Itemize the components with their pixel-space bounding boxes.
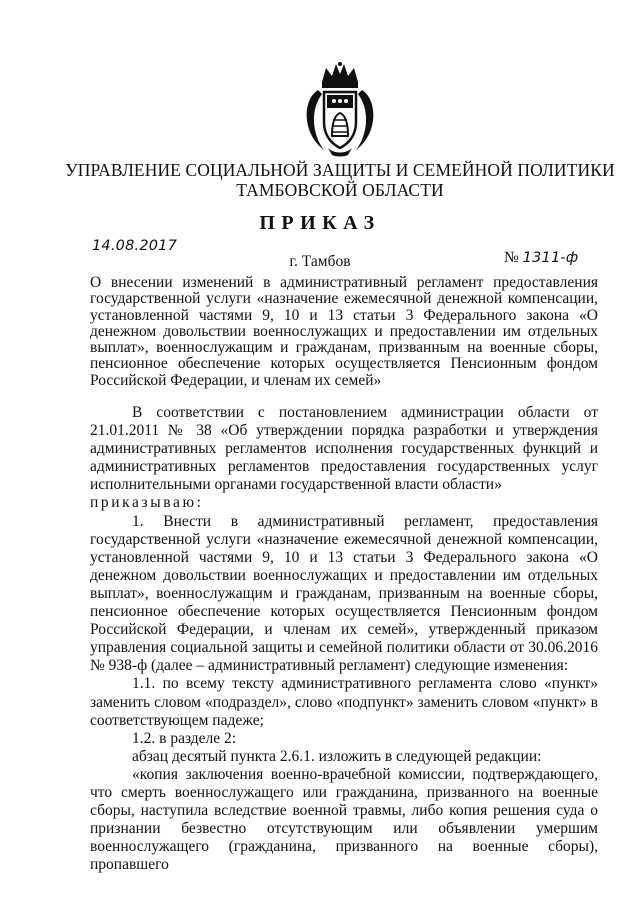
document-number [504,249,578,267]
clause-1-2: 1.2. в разделе 2: [132,729,237,747]
quoted-text: «копия заключения военно-врачебной комиссии, подтверждающего, что смерть военнослужащего или гражданина, призванного на военные сборы, наступила вследствие военной травмы, либо копия решения суда о признании безвестно отсутствующим или объявлении умершим военнослужащего (гражданина, призванного на военные сборы), пропавшего [90,765,598,874]
organization-name-line2: ТАМБОВСКОЙ ОБЛАСТИ [236,180,444,200]
document-subject: О внесении изменений в административный регламент предоставления государственной услуги «назначение ежемесячной денежной компенсации, установленной частями 9, 10 и 13 статьи 3 Федерального закона «О денежном довольствии военнослужащих и предоставлении им отдельных выплат», военнослужащим и гражданам, призванным на военные сборы, пенсионное обеспечение которых осуществляется Пенсионным фондом Российской Федерации, и членам их семей» [90,274,598,389]
clause-1-2-abzac: абзац десятый пункта 2.6.1. изложить в следующей редакции: [132,747,542,765]
document-number-value: 1311-ф [522,250,579,266]
tambov-coat-of-arms-icon [298,60,382,158]
document-city: г. Тамбов [289,253,351,270]
document-type-title: ПРИКАЗ [259,212,381,234]
preamble-paragraph: В соответствии с постановлением администрации области от 21.01.2011 № 38 «Об утверждении порядка разработки и утверждения административных регламентов исполнения государственных функций и административных регламентов предоставления государственных услуг исполнительными органами государственной власти области» [90,404,598,494]
coat-of-arms-emblem [298,60,382,158]
clause-1-1: 1.1. по всему тексту административного регламента слово «пункт» заменить словом «подраздел», слово «подпункт» заменить словом «пункт» в соответствующем падеже; [90,675,598,729]
clause-1: 1. Внести в административный регламент, предоставления государственной услуги «назначение ежемесячной денежной компенсации, установленной частями 9, 10 и 13 статьи 3 Федерального закона «О денежном довольствии военнослужащих и предоставлении им отдельных выплат», военнослужащим и гражданам, призванным на военные сборы, пенсионное обеспечение которых осуществляется Пенсионным фондом Российской Федерации, и членам их семей», утвержденный приказом управления социальной защиты и семейной политики области от 30.06.2016 № 938-ф (далее – административный регламент) следующие изменения: [90,512,598,675]
organization-name [60,160,620,200]
organization-name-line1: УПРАВЛЕНИЕ СОЦИАЛЬНОЙ ЗАЩИТЫ И СЕМЕЙНОЙ ПОЛИТИКИ [65,160,615,180]
document-date: 14.08.2017 [92,238,178,254]
document-body [90,404,598,874]
order-word: приказываю: [90,494,204,512]
document-number-prefix: № [504,249,519,266]
